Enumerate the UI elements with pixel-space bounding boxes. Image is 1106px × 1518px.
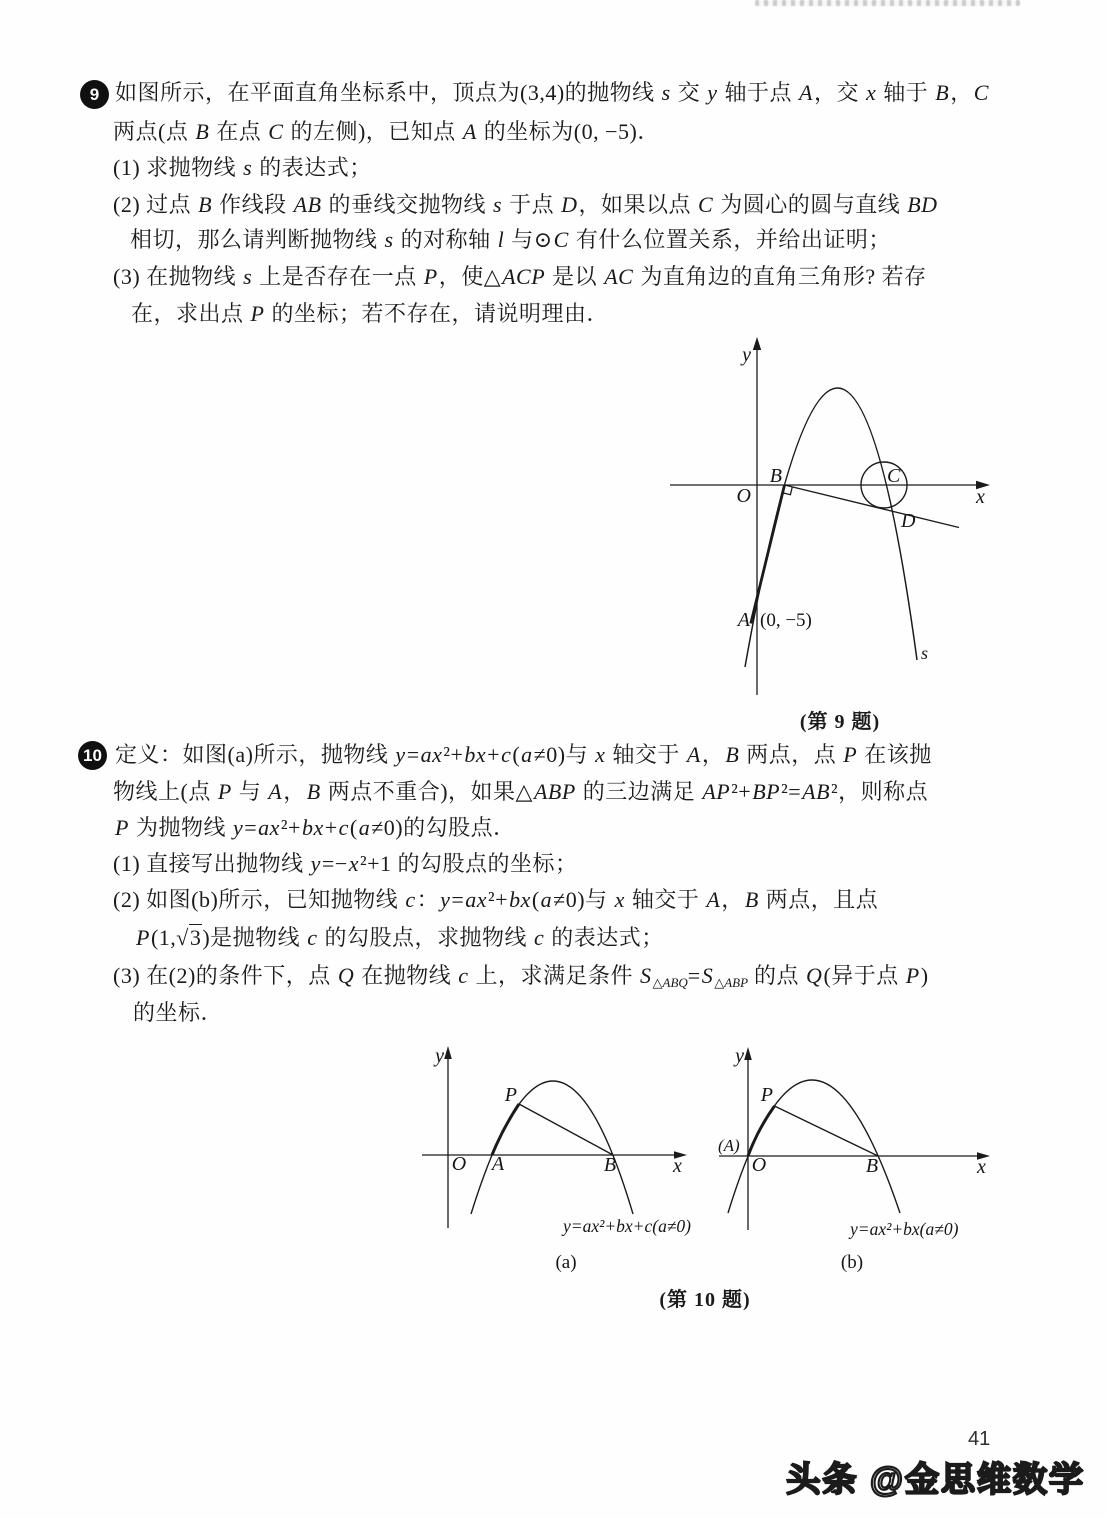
- problem10-line-1: 定义：如图(a)所示，抛物线 y=ax²+bx+c(a≠0)与 x 轴交于 A，B 两点，点 P 在该抛: [115, 742, 932, 767]
- watermark: 头条 @金思维数学: [786, 1461, 1085, 1499]
- fig-a-arc-ap: [492, 1104, 519, 1155]
- problem9-number-badge: 9: [80, 80, 109, 109]
- problem9-line-2: 两点(点 B 在点 C 的左侧)，已知点 A 的坐标为(0, −5)．: [113, 119, 660, 144]
- fig-a-label-x-axis: x: [673, 1155, 682, 1177]
- figure10-caption: (第 10 题): [659, 1289, 751, 1311]
- fig-b-parabola: [728, 1080, 900, 1213]
- fig-b-segment-pb: [775, 1106, 879, 1156]
- problem10-line-7: (3) 在(2)的条件下，点 Q 在抛物线 c 上，求满足条件 S△ABQ=S△ABP 的点 Q(异于点 P): [113, 963, 929, 990]
- problem9-line-1: 如图所示，在平面直角坐标系中，顶点为(3,4)的抛物线 s 交 y 轴于点 A，交 x 轴于 B，C: [115, 80, 989, 105]
- fig-b-arc-op: [748, 1106, 775, 1156]
- fig-a-label-point-b: B: [603, 1154, 617, 1176]
- fig-a-label-point-a: A: [491, 1153, 505, 1175]
- fig9-label-a-coordinates: (0, −5): [760, 610, 812, 631]
- fig-a-label-y-axis: y: [435, 1045, 444, 1067]
- figure-9: [650, 335, 995, 707]
- fig-a-label-origin: O: [451, 1153, 467, 1175]
- problem10-number-badge: 10: [78, 741, 107, 770]
- fig9-y-axis-arrow-icon: [753, 337, 761, 350]
- fig-b-label-point-b: B: [865, 1155, 879, 1177]
- fig9-label-point-a: A: [737, 609, 750, 631]
- fig-b-label-point-a-paren: (A): [718, 1136, 740, 1155]
- problem9-line-7: 在，求出点 P 的坐标；若不存在，请说明理由．: [131, 301, 609, 326]
- problem9-line-5: 相切，那么请判断抛物线 s 的对称轴 l 与⊙C 有什么位置关系，并给出证明；: [130, 227, 891, 252]
- fig9-label-y-axis: y: [742, 344, 751, 366]
- fig9-label-x-axis: x: [976, 486, 985, 508]
- problem10-line-5: (2) 如图(b)所示，已知抛物线 c：y=ax²+bx(a≠0)与 x 轴交于 A，B 两点，且点: [113, 887, 879, 912]
- fig-a-y-axis-arrow-icon: [444, 1046, 452, 1059]
- fig-b-label-x-axis: x: [977, 1156, 986, 1178]
- problem10-line-4: (1) 直接写出抛物线 y=−x²+1 的勾股点的坐标；: [113, 851, 578, 876]
- fig9-segment-ab: [751, 485, 785, 623]
- figure-10a: [420, 1040, 698, 1275]
- problem10-line-2: 物线上(点 P 与 A，B 两点不重合)，如果△ABP 的三边满足 AP²+BP²=AB²，则称点: [113, 779, 929, 804]
- fig-b-caption: (b): [840, 1252, 864, 1273]
- fig-a-equation: y=ax²+bx+c(a≠0): [563, 1216, 692, 1236]
- fig-a-label-point-p: P: [504, 1084, 517, 1106]
- fig-b-y-axis-arrow-icon: [744, 1047, 752, 1060]
- page-number: 41: [968, 1428, 991, 1450]
- fig9-label-curve-s: s: [921, 643, 929, 663]
- figure9-caption: (第 9 题): [799, 711, 881, 733]
- fig9-label-point-b: B: [769, 465, 782, 487]
- fig-b-equation: y=ax²+bx(a≠0): [850, 1219, 959, 1239]
- problem10-line-6: P(1,√3)是抛物线 c 的勾股点，求抛物线 c 的表达式；: [136, 925, 664, 950]
- fig-a-caption: (a): [555, 1252, 577, 1273]
- problem10-line-3: P 为抛物线 y=ax²+bx+c(a≠0)的勾股点．: [115, 815, 516, 840]
- problem9-line-4: (2) 过点 B 作线段 AB 的垂线交抛物线 s 于点 D，如果以点 C 为圆心的圆与直线 BD: [113, 192, 938, 217]
- fig-b-label-origin: O: [751, 1154, 767, 1176]
- page-edge-artifact: [755, 0, 1020, 6]
- fig9-label-origin: O: [736, 485, 751, 507]
- fig-a-segment-pb: [519, 1104, 613, 1155]
- fig9-line-bd: [785, 485, 960, 528]
- fig9-label-point-c: C: [887, 465, 901, 487]
- problem9-line-3: (1) 求抛物线 s 的表达式；: [113, 155, 372, 180]
- fig9-label-point-d: D: [901, 510, 916, 532]
- figure-10b: [715, 1040, 997, 1275]
- fig-b-label-y-axis: y: [735, 1045, 744, 1067]
- problem10-line-8: 的坐标．: [133, 1000, 224, 1025]
- fig-b-label-point-p: P: [760, 1084, 773, 1106]
- problem9-line-6: (3) 在抛物线 s 上是否存在一点 P，使△ACP 是以 AC 为直角边的直角三角形? 若存: [113, 264, 927, 289]
